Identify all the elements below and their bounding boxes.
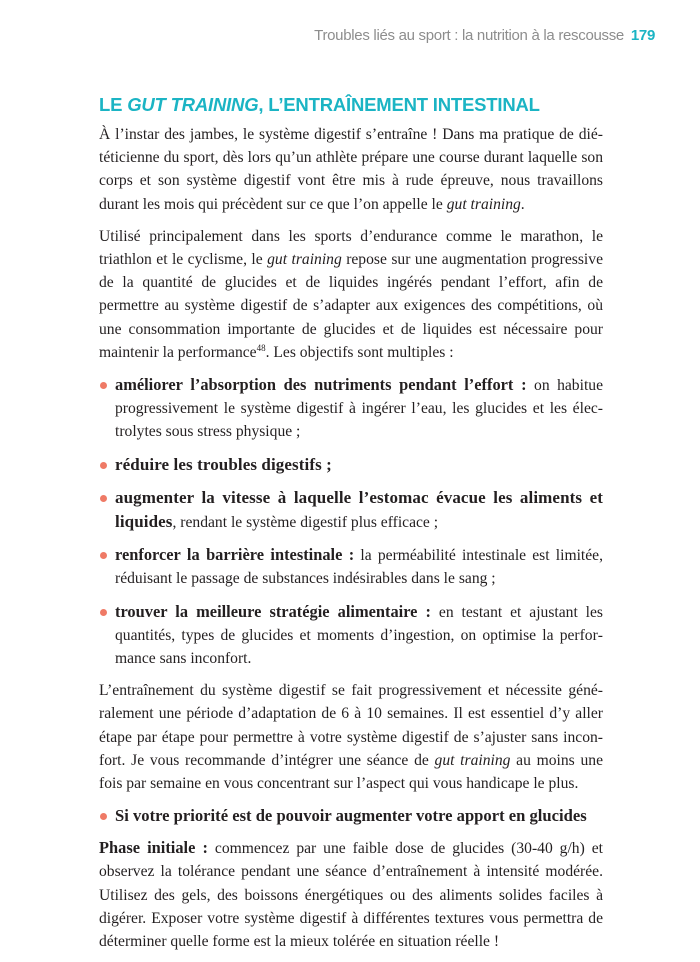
text-run: . [520, 195, 525, 213]
adaptation-paragraph [99, 679, 603, 795]
text-run: À l’instar des jambes, le système digestif s’entraîne ! Dans ma pratique de diététicienne du sport, dès lors qu’un athlète prépare une course durant laquelle son corps et son système digestif vont être mis à rude épreuve, nous travaillons durant les mois qui précèdent sur ce que l’on appelle le [99, 126, 603, 213]
list-item [99, 373, 603, 444]
section-title-italic: GUT TRAINING [127, 94, 259, 115]
italic-term: gut training [446, 195, 521, 213]
bullet-dot-icon [100, 552, 107, 559]
list-item-bold: réduire les troubles digestifs ; [115, 454, 332, 474]
priority-heading-text: Si votre priorité est de pouvoir augmenter votre apport en glucides [115, 806, 587, 826]
bullet-dot-icon [100, 609, 107, 616]
italic-term: gut training [267, 251, 342, 269]
page-content [99, 94, 603, 962]
italic-term: gut training [434, 751, 511, 769]
list-item [99, 600, 603, 671]
list-item-bold: améliorer l’absorption des nutriments pendant l’effort : [115, 375, 527, 395]
list-item [99, 543, 603, 590]
list-item-text: on habitue progressivement le système digestif à ingérer l’eau, les glucides et les électrolytes sous stress physique ; [115, 377, 603, 441]
initial-phase-paragraph [99, 836, 603, 953]
list-item-bold: augmenter la vitesse à laquelle l’estomac évacue les aliments et liquides [115, 487, 603, 532]
text-run: . Les objectifs sont multiples : [265, 343, 454, 361]
bullet-dot-icon [100, 382, 107, 389]
text-run: commencez par une faible dose de glucides (30-40 g/h) et observez la tolérance pendant une séance d’entraînement à intensité modérée. Utilisez des gels, des boissons énergétiques ou des aliments solides faciles à digérer. Exposer votre système digestif à différentes textures vous permettra de déterminer quelle forme est la mieux tolérée en situation réelle ! [99, 840, 603, 951]
section-title [99, 94, 603, 116]
list-item [99, 453, 603, 477]
text-run: au moins une fois par semaine en vous concentrant sur l’aspect qui vous handicape le plus. [99, 751, 603, 793]
list-item-text: la perméabilité intestinale est limitée, réduisant le passage de substances indésirables dans le sang ; [115, 547, 603, 588]
bullet-dot-icon [100, 462, 107, 469]
running-title: Troubles liés au sport : la nutrition à la rescousse [314, 27, 624, 44]
list-item-text: en testant et ajustant les quantités, types de glucides et moments d’ingestion, on optimise la performance sans inconfort. [115, 603, 603, 668]
text-run: L’entraînement du système digestif se fait progressivement et nécessite généralement une période d’adaptation de 6 à 10 semaines. Il est essentiel d’y aller étape par étape pour permettre à votre système digestif de s’ajuster sans inconfort. Je vous recommande d’intégrer une séance de [99, 682, 603, 769]
bullet-dot-icon [100, 813, 107, 820]
list-item-text: , rendant le système digestif plus efficace ; [172, 514, 439, 532]
priority-heading [99, 804, 603, 827]
footnote-ref: 48 [256, 342, 266, 353]
objectives-list [99, 373, 603, 670]
section-title-prefix: LE [99, 94, 128, 115]
bullet-dot-icon [100, 495, 107, 502]
intro-paragraph [99, 123, 603, 216]
page-number: 179 [630, 27, 655, 44]
section-title-suffix: , L’ENTRAÎNEMENT INTESTINAL [258, 94, 540, 115]
phase-label: Phase initiale : [99, 838, 208, 858]
list-item-bold: trouver la meilleure stratégie alimentaire : [115, 601, 431, 621]
usage-paragraph [99, 225, 603, 364]
text-run: Utilisé principalement dans les sports d’endurance comme le marathon, le triathlon et le cyclisme, le [99, 227, 603, 269]
list-item [99, 486, 603, 534]
list-item-bold: renforcer la barrière intestinale : [115, 545, 355, 565]
text-run: repose sur une augmentation progressive de la quantité de glucides et de liquides ingérés pendant l’effort, afin de permettre au système digestif de s’adapter aux exigences des compétitions, où une consommation importante de glucides et de liquides est nécessaire pour maintenir la performance [99, 251, 603, 361]
running-header [314, 27, 655, 44]
